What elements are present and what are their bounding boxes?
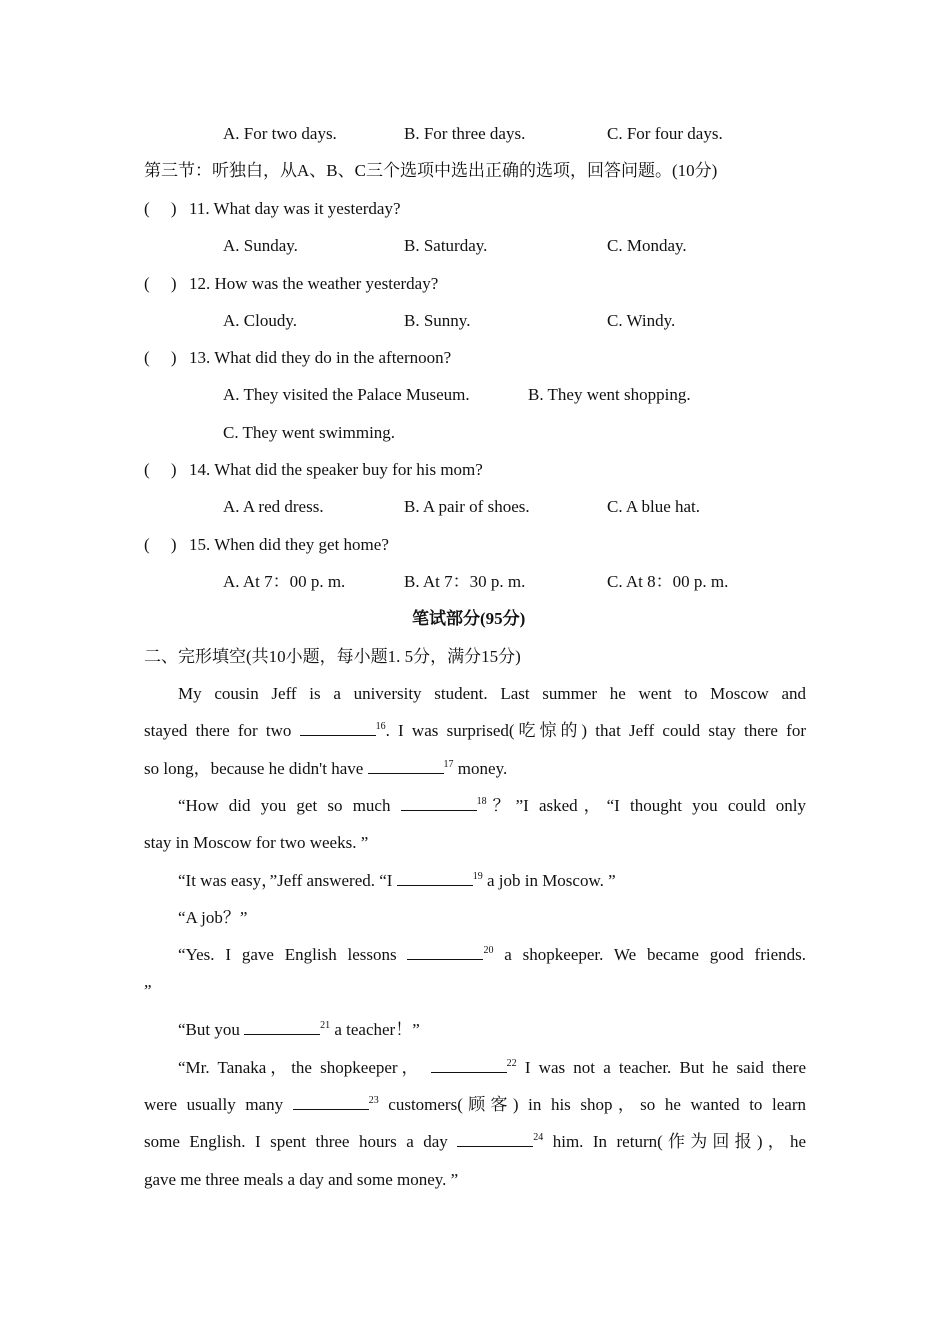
question-text: 15. When did they get home?: [189, 535, 389, 554]
passage-line: stay in Moscow for two weeks. ”: [144, 833, 369, 852]
blank-24[interactable]: [457, 1132, 533, 1147]
blank-number: 21: [320, 1020, 331, 1031]
option-b: B. They went shopping.: [528, 385, 691, 404]
option-c: C. They went swimming.: [223, 423, 396, 442]
option-b: B. A pair of shoes.: [404, 497, 530, 516]
option-b: B. For three days.: [404, 124, 526, 143]
blank-18[interactable]: [401, 796, 477, 811]
blank-19[interactable]: [397, 871, 473, 886]
passage-line: ”: [144, 981, 152, 1000]
blank-21[interactable]: [244, 1020, 320, 1035]
question-text: 13. What did they do in the afternoon?: [189, 348, 452, 367]
written-part-title: 笔试部分(95分): [412, 609, 526, 628]
answer-bracket[interactable]: ( ): [144, 460, 177, 479]
blank-number: 16: [375, 721, 386, 732]
option-c: C. At 8：00 p. m.: [607, 572, 729, 591]
passage-line: gave me three meals a day and some money. ”: [144, 1170, 459, 1189]
passage-line: “Mr. Tanaka，the shopkeeper， $^{22}$ I was not a teacher. But he said there: [178, 1058, 807, 1077]
passage-line: “But you $^{21}$ a teacher！”: [178, 1020, 420, 1039]
cloze-title: 二、完形填空(共10小题，每小题1. 5分，满分15分): [144, 647, 521, 666]
passage-line: “It was easy，”Jeff answered. “I $^{19}$ a job in Moscow. ”: [178, 871, 616, 890]
blank-number: 17: [443, 759, 454, 770]
option-a: A. Sunday.: [223, 236, 298, 255]
passage-line: “Yes. I gave English lessons $^{20}$ a shopkeeper. We became good friends.: [178, 945, 806, 964]
passage-line: My cousin Jeff is a university student. Last summer he went to Moscow and: [178, 684, 806, 703]
option-a: A. At 7：00 p. m.: [223, 572, 346, 591]
question-text: 14. What did the speaker buy for his mom?: [189, 460, 483, 479]
passage-line: stayed there for two $^{16}$. I was surprised(吃惊的) that Jeff could stay there for: [144, 721, 806, 740]
section-title: 第三节：听独白，从A、B、C三个选项中选出正确的选项，回答问题。(10分): [144, 161, 718, 180]
option-b: B. At 7：30 p. m.: [404, 572, 526, 591]
blank-20[interactable]: [407, 945, 483, 960]
option-c: C. Monday.: [607, 236, 687, 255]
passage-line: were usually many $^{23}$ customers(顾客) in his shop，so he wanted to learn: [144, 1095, 806, 1114]
option-b: B. Sunny.: [404, 311, 471, 330]
passage-line: some English. I spent three hours a day $^{24}$ him. In return(作为回报)，he: [144, 1132, 807, 1151]
option-a: A. A red dress.: [223, 497, 324, 516]
blank-number: 24: [533, 1132, 544, 1143]
passage-line: so long，because he didn't have $^{17}$ money.: [144, 759, 508, 778]
blank-number: 19: [472, 871, 483, 882]
question-text: 11. What day was it yesterday?: [189, 199, 401, 218]
blank-17[interactable]: [368, 759, 444, 774]
option-c: C. For four days.: [607, 124, 723, 143]
answer-bracket[interactable]: ( ): [144, 274, 177, 293]
option-c: C. A blue hat.: [607, 497, 701, 516]
blank-number: 23: [368, 1095, 379, 1106]
option-a: A. Cloudy.: [223, 311, 297, 330]
option-c: C. Windy.: [607, 311, 676, 330]
answer-bracket[interactable]: ( ): [144, 348, 177, 367]
option-a: A. They visited the Palace Museum.: [223, 385, 470, 404]
blank-number: 20: [483, 945, 494, 956]
option-a: A. For two days.: [223, 124, 337, 143]
question-text: 12. How was the weather yesterday?: [189, 274, 439, 293]
answer-bracket[interactable]: ( ): [144, 535, 177, 554]
blank-number: 18: [476, 796, 487, 807]
passage-line: “A job？”: [178, 908, 248, 927]
blank-22[interactable]: [431, 1058, 507, 1073]
blank-16[interactable]: [300, 721, 376, 736]
passage-line: “How did you get so much $^{18}$？”I asked，“I thought you could only: [178, 796, 807, 815]
option-b: B. Saturday.: [404, 236, 488, 255]
answer-bracket[interactable]: ( ): [144, 199, 177, 218]
blank-number: 22: [506, 1058, 517, 1069]
blank-23[interactable]: [293, 1095, 369, 1110]
